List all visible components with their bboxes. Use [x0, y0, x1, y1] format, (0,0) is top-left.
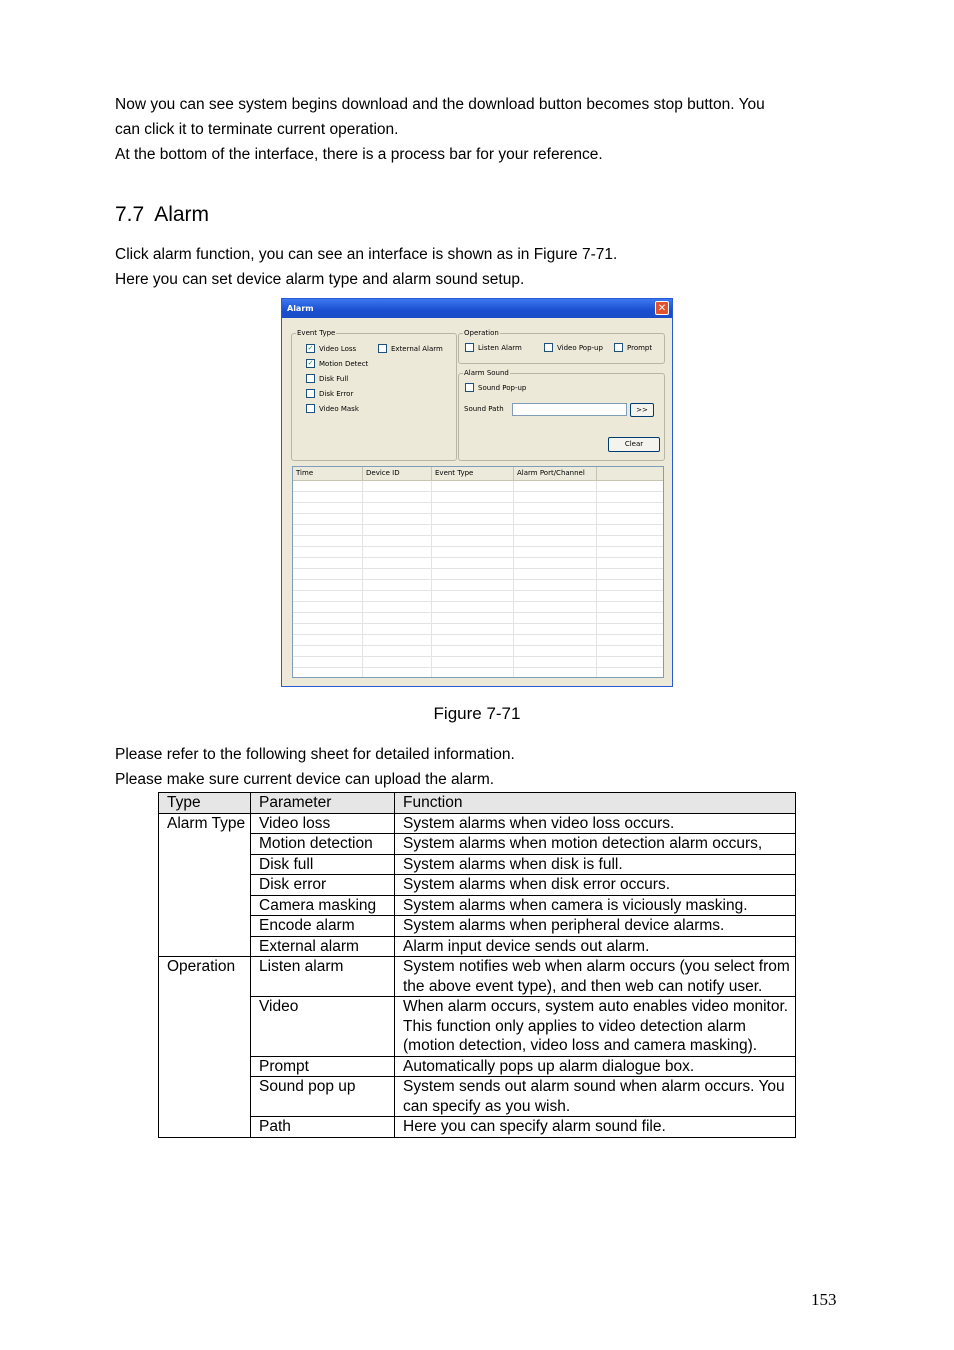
checkbox-box[interactable] [614, 343, 623, 352]
param-cell: Video [251, 997, 395, 1057]
table-row [159, 813, 796, 834]
checkbox-box[interactable] [465, 383, 474, 392]
checkbox-box[interactable] [306, 389, 315, 398]
type-cell: Operation [159, 957, 251, 1138]
column-alarm-port[interactable]: Alarm Port/Channel [514, 467, 597, 480]
video-popup-checkbox[interactable] [544, 343, 603, 352]
alarm-list-header [293, 467, 663, 481]
header-function: Function [395, 793, 796, 814]
sound-path-input[interactable] [512, 403, 627, 416]
func-cell: System alarms when video loss occurs. [395, 813, 796, 834]
param-cell: Disk error [251, 875, 395, 896]
param-cell: Listen alarm [251, 957, 395, 997]
column-empty[interactable] [597, 467, 663, 480]
intro-line: At the bottom of the interface, there is a process bar for your reference. [115, 146, 603, 163]
checkbox-label: External Alarm [391, 344, 443, 353]
table-row [159, 1056, 796, 1077]
checkbox-label: Video Loss [319, 344, 357, 353]
alarm-list-rows [293, 481, 663, 677]
column-event-type[interactable]: Event Type [432, 467, 514, 480]
after-paragraph [115, 742, 515, 792]
operation-group [458, 329, 665, 364]
table-row [159, 895, 796, 916]
table-header-row [159, 793, 796, 814]
checkbox-label: Prompt [627, 343, 653, 352]
column-divider [362, 481, 363, 677]
column-divider [431, 481, 432, 677]
func-cell: Automatically pops up alarm dialogue box. [395, 1056, 796, 1077]
column-time[interactable]: Time [293, 467, 363, 480]
alarm-sound-group [458, 369, 665, 461]
dialog-client [285, 320, 669, 683]
param-cell: Sound pop up [251, 1077, 395, 1117]
section-heading [115, 203, 209, 227]
param-cell: Prompt [251, 1056, 395, 1077]
checkbox-label: Video Mask [319, 404, 359, 413]
param-cell: Camera masking [251, 895, 395, 916]
checkbox-label: Listen Alarm [478, 343, 522, 352]
listen-alarm-checkbox[interactable] [465, 343, 522, 352]
func-cell: System alarms when camera is viciously masking. [395, 895, 796, 916]
event-type-group [291, 329, 457, 461]
header-type: Type [159, 793, 251, 814]
table-row [159, 1077, 796, 1117]
section-line: Here you can set device alarm type and alarm sound setup. [115, 271, 525, 288]
func-cell: System alarms when peripheral device alarms. [395, 916, 796, 937]
checkbox-box[interactable]: ✓ [307, 344, 314, 352]
table-row [159, 834, 796, 855]
type-cell: Alarm Type [159, 813, 251, 957]
table-row [159, 936, 796, 957]
intro-line: can click it to terminate current operation. [115, 121, 399, 138]
table-row [159, 1117, 796, 1138]
checkbox-box[interactable] [378, 344, 387, 353]
close-icon[interactable]: ✕ [655, 301, 669, 315]
checkbox-box[interactable] [306, 374, 315, 383]
table-row [159, 916, 796, 937]
after-line: Please make sure current device can upload the alarm. [115, 771, 495, 788]
checkbox-label: Disk Error [319, 389, 354, 398]
func-cell: System alarms when disk is full. [395, 854, 796, 875]
param-cell: Encode alarm [251, 916, 395, 937]
alarm-sound-legend: Alarm Sound [464, 369, 509, 377]
checkbox-box[interactable] [306, 404, 315, 413]
section-line: Click alarm function, you can see an interface is shown as in Figure 7-71. [115, 246, 618, 263]
table-row [159, 854, 796, 875]
alarm-list[interactable] [292, 466, 664, 678]
func-cell: System alarms when disk error occurs. [395, 875, 796, 896]
checkbox-label: Disk Full [319, 374, 349, 383]
alarm-dialog [281, 298, 673, 687]
param-cell: Disk full [251, 854, 395, 875]
intro-paragraph [115, 92, 765, 167]
func-cell: System sends out alarm sound when alarm occurs. You can specify as you wish. [395, 1077, 796, 1117]
column-divider [513, 481, 514, 677]
section-title: Alarm [154, 203, 210, 226]
table-row [159, 957, 796, 997]
sound-popup-checkbox[interactable] [465, 383, 526, 392]
func-cell: System notifies web when alarm occurs (you select from the above event type), and then web can notify user. [395, 957, 796, 997]
checkbox-box[interactable] [544, 343, 553, 352]
after-line: Please refer to the following sheet for detailed information. [115, 746, 515, 763]
param-cell: Video loss [251, 813, 395, 834]
dialog-title: Alarm [287, 304, 314, 313]
header-parameter: Parameter [251, 793, 395, 814]
func-cell: When alarm occurs, system auto enables video monitor. This function only applies to video detection alarm (motion detection, video loss and camera masking). [395, 997, 796, 1057]
external-alarm-checkbox[interactable] [378, 344, 443, 353]
dialog-titlebar [282, 299, 672, 318]
alarm-info-table [158, 792, 796, 1138]
operation-legend: Operation [464, 329, 499, 337]
checkbox-box[interactable]: ✓ [307, 359, 314, 367]
param-cell: Path [251, 1117, 395, 1138]
checkbox-box[interactable] [465, 343, 474, 352]
disk-full-checkbox[interactable] [306, 374, 348, 383]
checkbox-label: Video Pop-up [557, 343, 603, 352]
page-number: 153 [811, 1290, 837, 1309]
section-paragraph [115, 242, 617, 292]
func-cell: Alarm input device sends out alarm. [395, 936, 796, 957]
checkbox-label: Motion Detect [319, 359, 369, 368]
table-row [159, 875, 796, 896]
clear-button[interactable]: Clear [608, 437, 660, 452]
checkbox-label: Sound Pop-up [478, 383, 527, 392]
video-loss-checkbox[interactable] [306, 344, 356, 353]
prompt-checkbox[interactable] [614, 343, 652, 352]
func-cell: System alarms when motion detection alarm occurs, [395, 834, 796, 855]
section-number: 7.7 [115, 203, 145, 226]
param-cell: Motion detection [251, 834, 395, 855]
video-mask-checkbox[interactable] [306, 404, 359, 413]
column-device-id[interactable]: Device ID [363, 467, 432, 480]
event-type-legend: Event Type [297, 329, 336, 337]
column-divider [596, 481, 597, 677]
sound-path-label: Sound Path [464, 405, 504, 413]
table-row [159, 997, 796, 1057]
motion-detect-checkbox[interactable] [306, 359, 368, 368]
param-cell: External alarm [251, 936, 395, 957]
func-cell: Here you can specify alarm sound file. [395, 1117, 796, 1138]
disk-error-checkbox[interactable] [306, 389, 353, 398]
figure-caption: Figure 7-71 [433, 704, 521, 723]
intro-line: Now you can see system begins download and the download button becomes stop button. You [115, 96, 765, 113]
browse-button[interactable]: >> [630, 403, 654, 417]
